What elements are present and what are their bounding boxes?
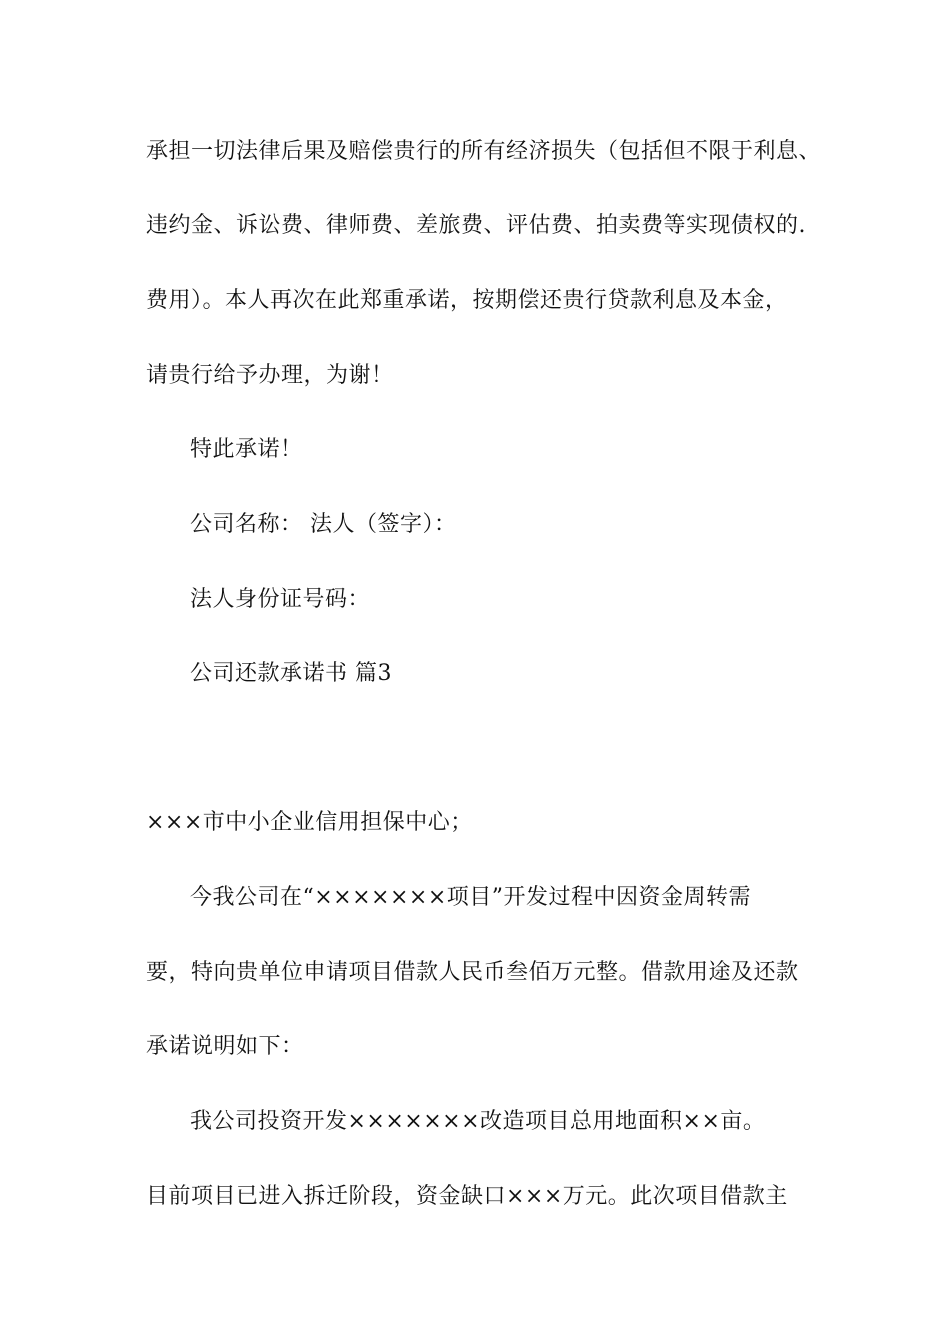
paragraph-line-7: 承诺说明如下：: [146, 1034, 304, 1059]
paragraph-line-5: 今我公司在“×××××××项目”开发过程中因资金周转需: [190, 885, 752, 910]
paragraph-line-9: 目前项目已进入拆迁阶段，资金缺口×××万元。此次项目借款主: [146, 1184, 788, 1209]
company-signature-line: 公司名称： 法人（签字）：: [190, 512, 457, 537]
paragraph-line-2: 违约金、诉讼费、律师费、差旅费、评估费、拍卖费等实现债权的.: [146, 213, 806, 238]
addressee-line: ×××市中小企业信用担保中心；: [146, 810, 473, 835]
paragraph-line-3: 费用）。本人再次在此郑重承诺，按期偿还贵行贷款利息及本金，: [146, 288, 788, 313]
closing-statement: 特此承诺！: [190, 437, 303, 462]
paragraph-line-8: 我公司投资开发×××××××改造项目总用地面积××亩。: [190, 1109, 766, 1134]
paragraph-line-4: 请贵行给予办理，为谢！: [146, 363, 394, 388]
section-heading: 公司还款承诺书 篇3: [190, 661, 392, 686]
paragraph-line-6: 要，特向贵单位申请项目借款人民币叁佰万元整。借款用途及还款: [146, 960, 799, 985]
paragraph-line-1: 承担一切法律后果及赔偿贵行的所有经济损失（包括但不限于利息、: [146, 139, 822, 164]
id-number-line: 法人身份证号码：: [190, 587, 371, 612]
